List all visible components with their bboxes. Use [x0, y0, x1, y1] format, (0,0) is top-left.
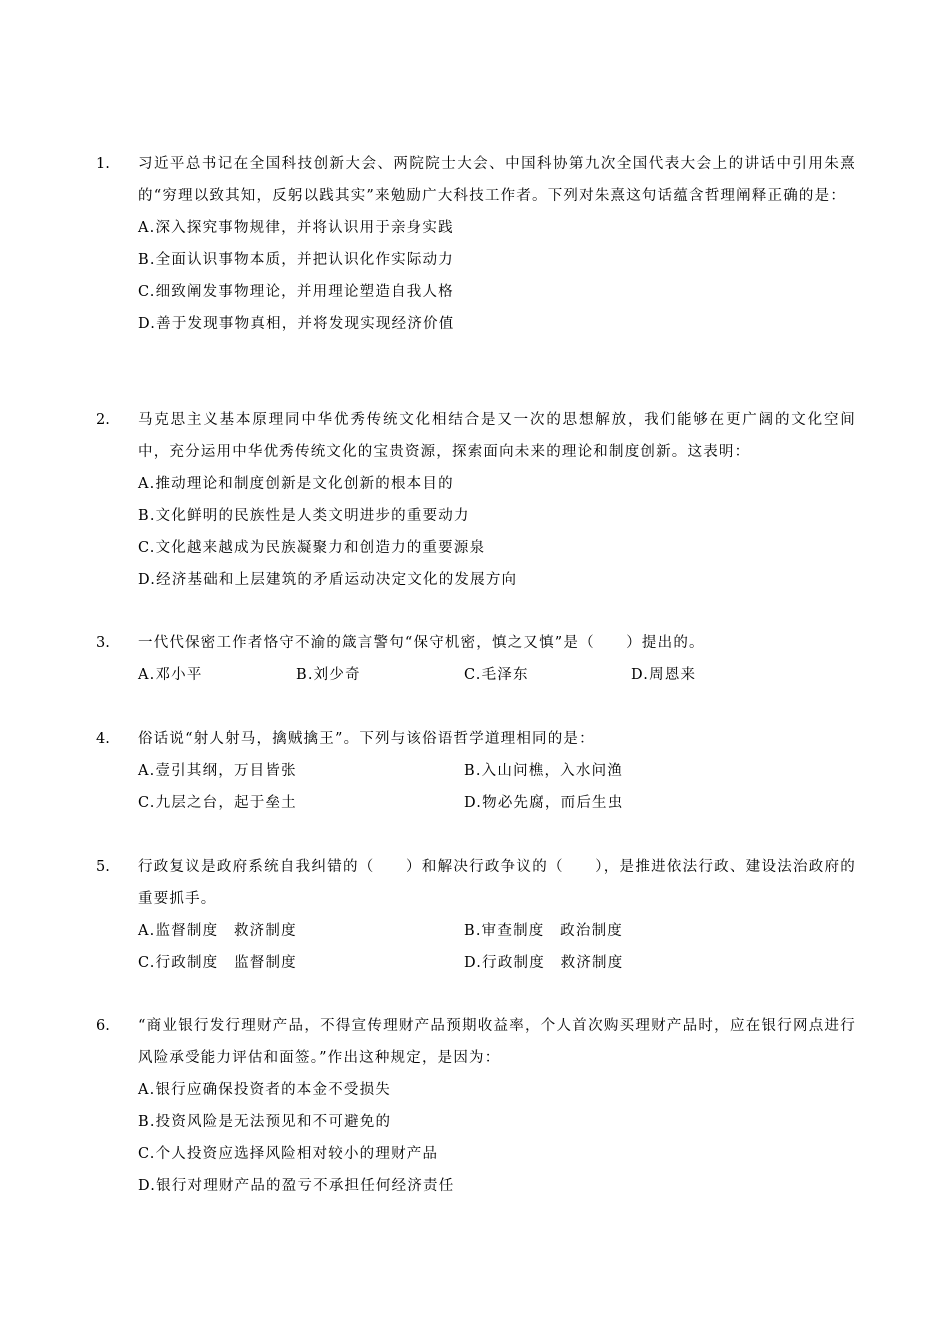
question-stem: 马克思主义基本原理同中华优秀传统文化相结合是又一次的思想解放，我们能够在更广阔的文化空间中，充分运用中华优秀传统文化的宝贵资源，探索面向未来的理论和制度创新。这表明： [138, 412, 856, 460]
option-a: A.深入探究事物规律，并将认识用于亲身实践 [138, 220, 454, 236]
option-b: B.投资风险是无法预见和不可避免的 [138, 1114, 392, 1130]
question-body [138, 148, 856, 340]
option-a: A.银行应确保投资者的本金不受损失 [138, 1082, 391, 1098]
options-row [138, 787, 856, 819]
option-c: C.行政制度 监督制度 [138, 955, 297, 971]
option-b: B.文化鲜明的民族性是人类文明进步的重要动力 [138, 508, 470, 524]
question-number: 6. [96, 1018, 110, 1034]
option-b: B.全面认识事物本质，并把认识化作实际动力 [138, 252, 454, 268]
option-c: C.九层之台，起于垒土 [138, 795, 297, 811]
option-a: A.推动理论和制度创新是文化创新的根本目的 [138, 476, 454, 492]
question-body [138, 627, 856, 691]
option-b: B.入山问樵，入水问渔 [464, 763, 623, 779]
option-b: B.刘少奇 [296, 667, 361, 683]
question-stem: 行政复议是政府系统自我纠错的（ ）和解决行政争议的（ ），是推进依法行政、建设法治政府的重要抓手。 [138, 859, 856, 907]
question-body [138, 404, 856, 596]
question-stem: 俗话说“射人射马，擒贼擒王”。下列与该俗语哲学道理相同的是： [138, 731, 595, 747]
question-number: 1. [96, 156, 110, 172]
question-number: 2. [96, 412, 110, 428]
question-number: 4. [96, 731, 110, 747]
options-row [138, 659, 856, 691]
option-c: C.毛泽东 [464, 667, 529, 683]
option-d: D.行政制度 救济制度 [464, 955, 624, 971]
option-c: C.文化越来越成为民族凝聚力和创造力的重要源泉 [138, 540, 486, 556]
question-number: 5. [96, 859, 110, 875]
question-body [138, 851, 856, 979]
options-row [138, 915, 856, 947]
question-body [138, 723, 856, 819]
option-d: D.善于发现事物真相，并将发现实现经济价值 [138, 316, 455, 332]
question-stem: “商业银行发行理财产品，不得宣传理财产品预期收益率，个人首次购买理财产品时，应在银行网点进行风险承受能力评估和面签。”作出这种规定，是因为： [138, 1018, 856, 1066]
option-a: A.壹引其纲，万目皆张 [138, 763, 297, 779]
option-a: A.监督制度 救济制度 [138, 923, 297, 939]
option-d: D.物必先腐，而后生虫 [464, 795, 624, 811]
question-stem: 一代代保密工作者恪守不渝的箴言警句“保守机密，慎之又慎”是（ ）提出的。 [138, 635, 705, 651]
option-c: C.个人投资应选择风险相对较小的理财产品 [138, 1146, 439, 1162]
options-row [138, 947, 856, 979]
option-d: D.周恩来 [631, 667, 697, 683]
question-body [138, 1010, 856, 1202]
option-c: C.细致阐发事物理论，并用理论塑造自我人格 [138, 284, 454, 300]
question-stem: 习近平总书记在全国科技创新大会、两院院士大会、中国科协第九次全国代表大会上的讲话中引用朱熹的“穷理以致其知，反躬以践其实”来勉励广大科技工作者。下列对朱熹这句话蕴含哲理阐释正确的是： [138, 156, 856, 204]
option-d: D.经济基础和上层建筑的矛盾运动决定文化的发展方向 [138, 572, 518, 588]
option-b: B.审查制度 政治制度 [464, 923, 623, 939]
options-row [138, 755, 856, 787]
option-d: D.银行对理财产品的盈亏不承担任何经济责任 [138, 1178, 455, 1194]
option-a: A.邓小平 [138, 667, 203, 683]
question-number: 3. [96, 635, 110, 651]
